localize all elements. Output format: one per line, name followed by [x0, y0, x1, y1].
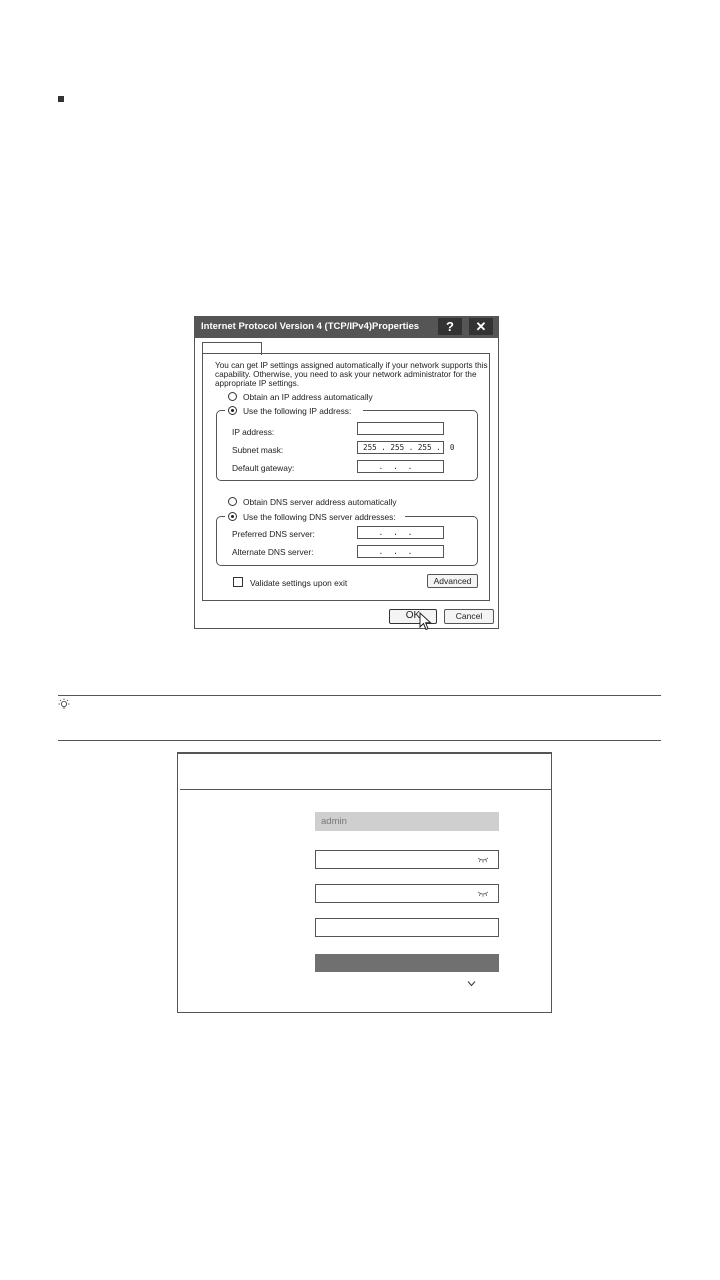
ip-address-label: IP address:: [232, 427, 275, 437]
dialog-description: You can get IP settings assigned automatically if your network supports this capability. Otherwise, you need to ask your network administrator for the appropriate IP settings.: [215, 361, 488, 388]
tip-bottom-rule: [58, 740, 661, 741]
lightbulb-icon: [58, 698, 70, 710]
eye-closed-icon[interactable]: [477, 890, 489, 899]
password-field[interactable]: [315, 850, 499, 869]
confirm-password-field[interactable]: [315, 884, 499, 903]
default-gateway-label: Default gateway:: [232, 463, 295, 473]
use-ip-label: Use the following IP address:: [243, 406, 352, 416]
account-setup-panel: [177, 752, 552, 1013]
use-ip-radio[interactable]: [228, 406, 237, 415]
panel-header-divider: [180, 789, 552, 790]
dialog-title: Internet Protocol Version 4 (TCP/IPv4)Properties: [201, 321, 420, 332]
subnet-mask-label: Subnet mask:: [232, 445, 284, 455]
panel-header-bar: [177, 752, 552, 754]
use-dns-radio[interactable]: [228, 512, 237, 521]
use-dns-label: Use the following DNS server addresses:: [243, 512, 396, 522]
obtain-dns-auto-radio[interactable]: [228, 497, 237, 506]
alternate-dns-field[interactable]: ...: [357, 545, 444, 558]
validate-checkbox[interactable]: [233, 577, 243, 587]
validate-label: Validate settings upon exit: [250, 578, 348, 588]
ip-address-field[interactable]: [357, 422, 444, 435]
dialog-titlebar: [195, 317, 498, 338]
tcpip-properties-dialog: [194, 316, 499, 629]
email-field[interactable]: [315, 918, 499, 937]
preferred-dns-field[interactable]: ...: [357, 526, 444, 539]
preferred-dns-label: Preferred DNS server:: [232, 529, 315, 539]
alternate-dns-label: Alternate DNS server:: [232, 547, 314, 557]
tip-top-rule: [58, 695, 661, 696]
obtain-ip-auto-label: Obtain an IP address automatically: [243, 392, 373, 402]
mouse-pointer-icon: [419, 612, 433, 631]
default-gateway-field[interactable]: ...: [357, 460, 444, 473]
help-button[interactable]: ?: [438, 318, 462, 335]
ok-button[interactable]: OK: [389, 609, 437, 624]
subnet-mask-field[interactable]: 255 . 255 . 255 . 0: [357, 441, 444, 454]
list-bullet: [58, 96, 64, 102]
eye-closed-icon[interactable]: [477, 856, 489, 865]
advanced-button[interactable]: Advanced: [427, 574, 478, 588]
obtain-ip-auto-radio[interactable]: [228, 392, 237, 401]
chevron-down-icon[interactable]: [467, 979, 476, 988]
cancel-button[interactable]: Cancel: [444, 609, 494, 624]
obtain-dns-auto-label: Obtain DNS server address automatically: [243, 497, 397, 507]
close-button[interactable]: ✕: [469, 318, 493, 335]
username-field[interactable]: admin: [315, 812, 499, 831]
submit-button[interactable]: [315, 954, 499, 972]
